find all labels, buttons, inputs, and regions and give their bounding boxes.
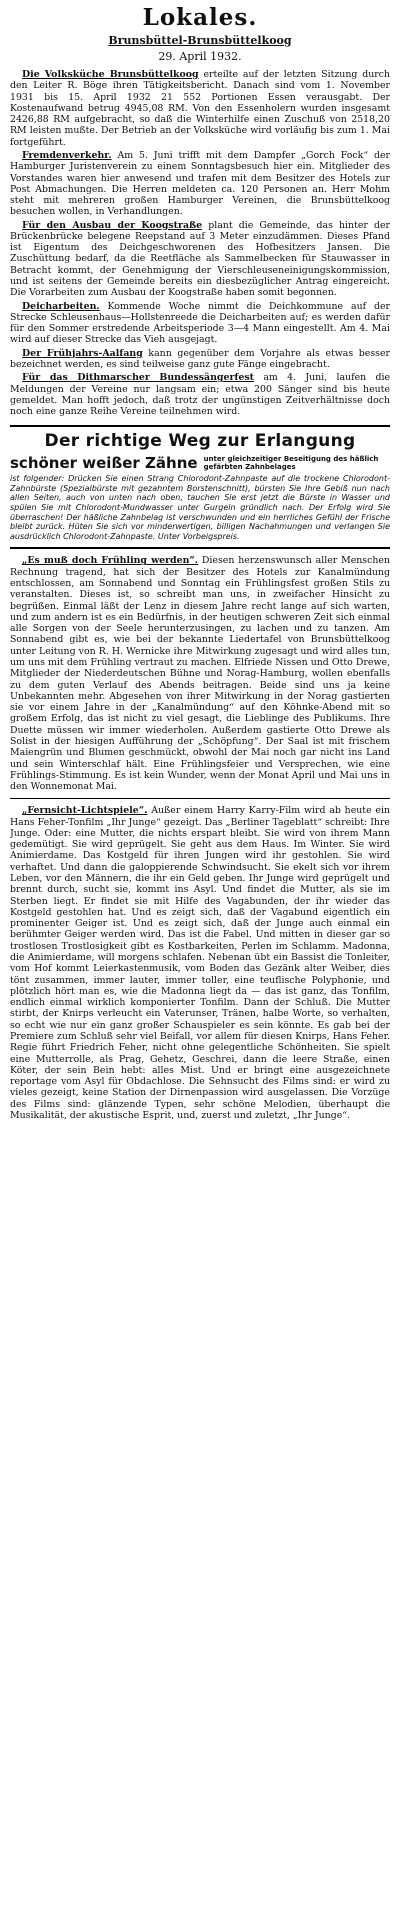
section-title: Lokales. <box>142 4 258 31</box>
article-text: Am 5. Juni trifft mit dem Dampfer „Gorch Fock“ der Hamburger Juristenverein zu einem Sonntagsbesuch hier ein. Mitglieder des Vorstandes waren hier anwesend und trafen mit dem Besitzer des Hotels zur Post Abmachungen. Die Herren meldeten ca. 120 Personen an. Herr Mohm steht mit mehreren großen Hamburger Vereinen, die Brunsbüttelkoog besuchen wollen, in Verhandlungen. <box>10 149 390 218</box>
short-articles <box>10 69 390 417</box>
advert-subheadline: schöner weißer Zähne <box>10 453 198 472</box>
article-lead: „Fernsicht-Lichtspiele“. <box>22 805 148 817</box>
article <box>10 150 390 218</box>
section-header <box>10 4 390 63</box>
article-lead: Für das Dithmarscher Bundessängerfest <box>22 372 254 384</box>
article-text: kann gegenüber dem Vorjahre als etwas besser bezeichnet werden, es sind teilweise ganz gute Fänge eingebracht. <box>10 347 390 370</box>
advert-headline: Der richtige Weg zur Erlangung <box>44 431 356 452</box>
newspaper-page <box>10 4 390 1899</box>
article-lead: „Es muß doch Frühling werden“. <box>22 555 199 567</box>
advert-side-note: unter gleichzeitiger Beseitigung des häßlich gefärbten Zahnbelages <box>203 454 379 471</box>
article-text: Diesen herzenswunsch aller Menschen Rechnung tragend, hat sich der Besitzer des Hotels zur Kanalmündung entschlossen, am Sonnabend und Sonntag ein Frühlingsfest großen Stils zu veranstalten. Dieses ist, so schreibt man uns, in zweifacher Hinsicht zu begrüßen. Einmal läßt der Lenz in diesem Jahre recht lange auf sich warten, und zum andern ist es ein Bedürfnis, in der heutigen schweren Zeit sich einmal alle Sorgen von der Seele herunterzusingen, zu lachen und zu tanzen. Am Sonnabend gibt es, wie bei der bekannte Liedertafel von Brunsbüttelkoog unter Leitung von R. H. Wernicke ihre Mitwirkung zugesagt und wird alles tun, um uns mit dem Frühling vertraut zu machen. Elfriede Nissen und Otto Drewe, Mitglieder der Niederdeutschen Bühne und Norag-Hamburg, wollen ebenfalls zu dem guten Verlauf des Abends beitragen. Beide sind uns ja keine Unbekannten mehr. Abgesehen von ihrer Mitwirkung in der Norag gastierten sie vor einem Jahre in der „Kanalmündung“ auf den Köhnke-Abend mit so großem Erfolg, das ist nicht zu viel gesagt, die Lieblinge des Publikums. Ihre Duette müssen wir immer wiederholen. Außerdem gastierte Otto Drewe als Solist in der hiesigen Aufführung der „Schöpfung“. Der Saal ist mit frischem Maiengrün und Blumen geschmückt, obwohl der Mai noch gar nicht ins Land und sein Winterschlaf hält. Eine Frühlingsfeier und Versprechen, wie eine Frühlings-Stimmung. Es ist kein Wunder, wenn der Monat April und Mai uns in den Wonnemonat Mai. <box>10 555 390 793</box>
article-lead: Für den Ausbau der Koogstraße <box>22 219 203 231</box>
article <box>10 69 390 148</box>
article-text: Außer einem Harry Karry-Film wird ab heute ein Hans Feher-Tonfilm „Ihr Junge“ gezeigt. Das „Berliner Tageblatt“ schreibt: Ihre Junge. Oder: eine Mutter, die nichts erspart bleibt. Sie wird von ihrem Mann gedemütigt. Sie wird geprügelt. Sie geht aus dem Haus. Im Winter. Sie wird Animierdame. Das Kostgeld für ihren Jungen wird ihr gestohlen. Sie wird verhaftet. Und dann die galoppierende Schwindsucht. Sie ekelt sich vor ihrem Leben, vor den Männern, die ihr ein Geld geben. Ihr Junge wird geprügelt und brennt durch, sucht sie, kommt ins Asyl. Und findet die Mutter, als sie im Sterben liegt. Er findet sie mit Hilfe des Vagabunden, der ihr wieder das Kostgeld gestohlen hat. Und es zeigt sich, daß der Vagabund eigentlich ein prominenter Geiger ist. Und es zeigt sich, daß der Junge auch einmal ein berühmter Geiger werden wird. Das ist die Fabel. Und mitten in dieser gar so trostlosen Trostlosigkeit gibt es Kostbarkeiten, Perlen im Schlamm. Madonna, die Animierdame, will morgens schlafen. Nebenan übt ein Bassist die Tonleiter, vom Hof kommt Leierkastenmusik, vom Boden das Gezänk alter Weiber, dies tönt zusammen, immer lauter, immer toller, eine teuflische Polyphonie, und plötzlich hört man es, wie die Madonna liegt da — das ist ganz, das Tonfilm, endlich einmal wirklich komponierter Tonfilm. Dann der Schluß. Die Mutter stirbt, der Knirps verleucht ein Vaterunser, Tränen, halbe Worte, so verhalten, so echt wie nur ein ganz großer Schauspieler es sein könnte. Es gab bei der Premiere zum Schluß sehr viel Beifall, vor allem für diesen Knirps, Hans Feher. Regie führt Friedrich Feher, nicht ohne gelegentliche Schönheiten. Sie spielt eine Mutterrolle, als Prag, Gehetz, Geschrei, dann die leere Straße, einen Köter, der sein Bein hebt: alles Mist. Und er bringt eine ausgezeichnete reportage vom Asyl für Obdachlose. Die Sehnsucht des Films sind: er wird zu vieles gezeigt, keine Station der Dirnenpassion wird ausgelassen. Die Vorzüge des Films sind: glänzende Typen, sehr schöne Melodien, überhaupt die Musikalität, der akustische Esprit, und, zuerst und zuletzt, „Ihr Junge“. <box>10 805 390 1121</box>
article <box>10 805 390 1121</box>
article-text: am 4. Juni, laufen die Meldungen der Vereine nur langsam ein; etwa 200 Sänger sind bis heute gemeldet. Man hofft jedoch, daß trotz der ungünstigen Zeitverhältnisse doch noch eine ganze Reihe Vereine teilnehmen wird. <box>10 372 390 418</box>
article-lead: Deicharbeiten. <box>22 300 100 312</box>
article-text: plant die Gemeinde, das hinter der Brückenbrücke belegene Reepstand auf 3 Meter einzudämmen. Dieses Pfand ist Eigentum des Deichgeschworenen des Hofbesitzers Jansen. Die Zuschüttung bedarf, da die Reetfläche als Sammelbecken für Stauwasser in Betracht kommt, der Genehmigung der Vierschleuseneinigungskommission, und ist seitens der Gemeinde bereits ein diesbezüglicher Antrag eingereicht. Die Vorarbeiten zum Ausbau der Koogstraße haben somit begonnen. <box>10 219 390 299</box>
article-text: Kommende Woche nimmt die Deichkommune auf der Strecke Schleusenhaus—Hollstenreede die Deicharbeiten auf; es werden dafür für den Sommer erstredende Arbeitsperiode 3—4 Mann eingestellt. Am 4. Mai wird auf dieser Strecke das Vieh ausgejagt. <box>10 300 390 346</box>
article <box>10 301 390 346</box>
divider <box>10 798 390 799</box>
article-lead: Fremdenverkehr. <box>22 149 112 161</box>
article <box>10 555 390 792</box>
article <box>10 372 390 417</box>
article <box>10 220 390 299</box>
article-lead: Der Frühjahrs-Aalfang <box>22 347 143 359</box>
chlorodont-advert <box>10 425 390 549</box>
article-text: erteilte auf der letzten Sitzung durch den Leiter R. Böge ihren Tätigkeitsbericht. Danach sind vom 1. November 1931 bis 15. April 1932 21 552 Portionen Essen verausgabt. Der Kostenaufwand betrug 4945,08 RM. Von den Essenholern wurden insgesamt 2426,88 RM aufgebracht, so daß die Winterhilfe einen Zuschuß von 2518,20 RM leisten mußte. Der Betrieb an der Volksküche wird vorläufig bis zum 1. Mai fortgeführt. <box>10 68 390 148</box>
issue-date: 29. April 1932. <box>158 49 242 63</box>
advert-body: ist folgender: Drücken Sie einen Strang Chlorodont-Zahnpaste auf die trockene Chlorodont-Zahnbürste (Spezialbürste mit gezahntem Borstenschnitt), bürsten Sie Ihre Gebiß nun nach allen Seiten, auch von unten nach oben, tauchen Sie erst jetzt die Bürste in Wasser und spülen Sie mit Chlorodont-Mundwasser unter Gurgeln gründlich nach. Der Erfolg wird Sie überraschen! Der häßliche Zahnbelag ist verschwunden und ein herrliches Gefühl der Frische bleibt zurück. Hüten Sie sich vor minderwertigen, billigen Nachahmungen und verlangen Sie ausdrücklich Chlorodont-Zahnpaste. Unter Vorbeigspreis. <box>10 474 390 541</box>
article <box>10 348 390 371</box>
advert-subheader-row <box>10 455 390 472</box>
long-articles <box>10 555 390 1121</box>
section-subtitle: Brunsbüttel-Brunsbüttelkoog <box>108 33 292 47</box>
article-lead: Die Volksküche Brunsbüttelkoog <box>22 68 199 80</box>
